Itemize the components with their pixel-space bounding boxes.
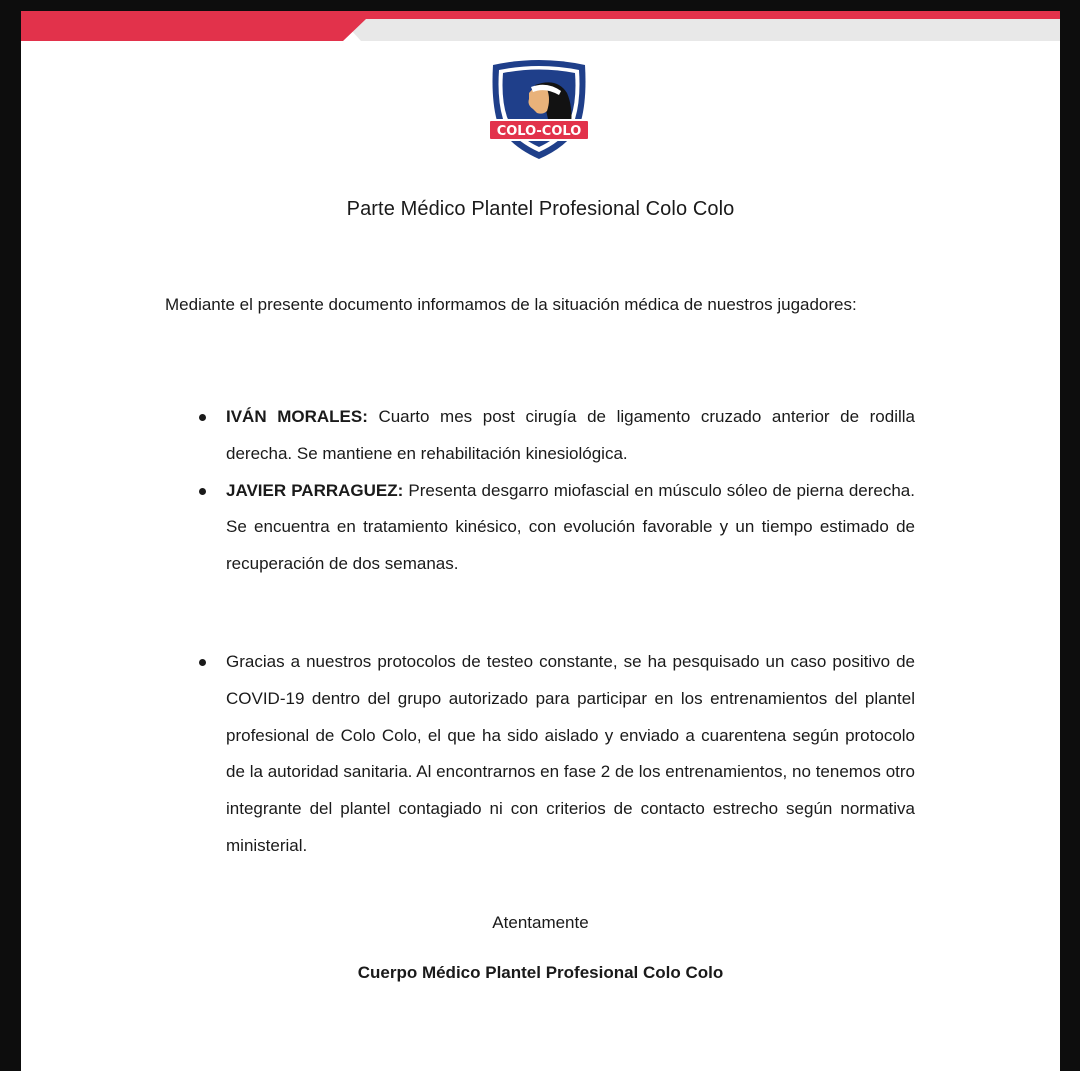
player-status: Cuarto mes post cirugía de ligamento cruzado anterior de rodilla derecha. Se mantiene en rehabilitación kinesiológica.	[226, 407, 915, 463]
crest-banner-text: COLO-COLO	[496, 124, 582, 139]
bullet-dot	[199, 488, 206, 495]
bullet-dot	[199, 414, 206, 421]
list-item	[226, 473, 915, 583]
covid-list	[226, 644, 915, 865]
closing-line: Atentamente	[492, 913, 589, 932]
player-name: JAVIER PARRAGUEZ:	[226, 480, 404, 500]
list-item	[226, 644, 915, 865]
signature: Cuerpo Médico Plantel Profesional Colo Colo	[357, 963, 724, 982]
document-page	[21, 11, 1060, 1071]
colo-colo-crest-logo	[487, 59, 591, 161]
list-item	[226, 399, 915, 473]
document-title: Parte Médico Plantel Profesional Colo Colo	[346, 198, 735, 220]
player-name: IVÁN MORALES:	[226, 407, 368, 426]
covid-note: Gracias a nuestros protocolos de testeo constante, se ha pesquisado un caso positivo de COVID-19 dentro del grupo autorizado para participar en los entrenamientos del plantel profesional de Colo Colo, el que ha sido aislado y enviado a cuarentena según protocolo de la autoridad sanitaria. Al encontrarnos en fase 2 de los entrenamientos, no tenemos otro integrante del plantel contagiado ni con criterios de contacto estrecho según normativa ministerial.	[226, 652, 915, 855]
bullet-dot	[199, 659, 206, 666]
header-band	[21, 11, 1060, 41]
player-status: Presenta desgarro miofascial en músculo sóleo de pierna derecha. Se encuentra en tratamiento kinésico, con evolución favorable y un tiempo estimado de recuperación de dos semanas.	[226, 480, 915, 574]
player-list	[226, 399, 915, 583]
intro-paragraph: Mediante el presente documento informamos de la situación médica de nuestros jugadores:	[165, 295, 857, 314]
header-band-gray	[341, 19, 1060, 41]
